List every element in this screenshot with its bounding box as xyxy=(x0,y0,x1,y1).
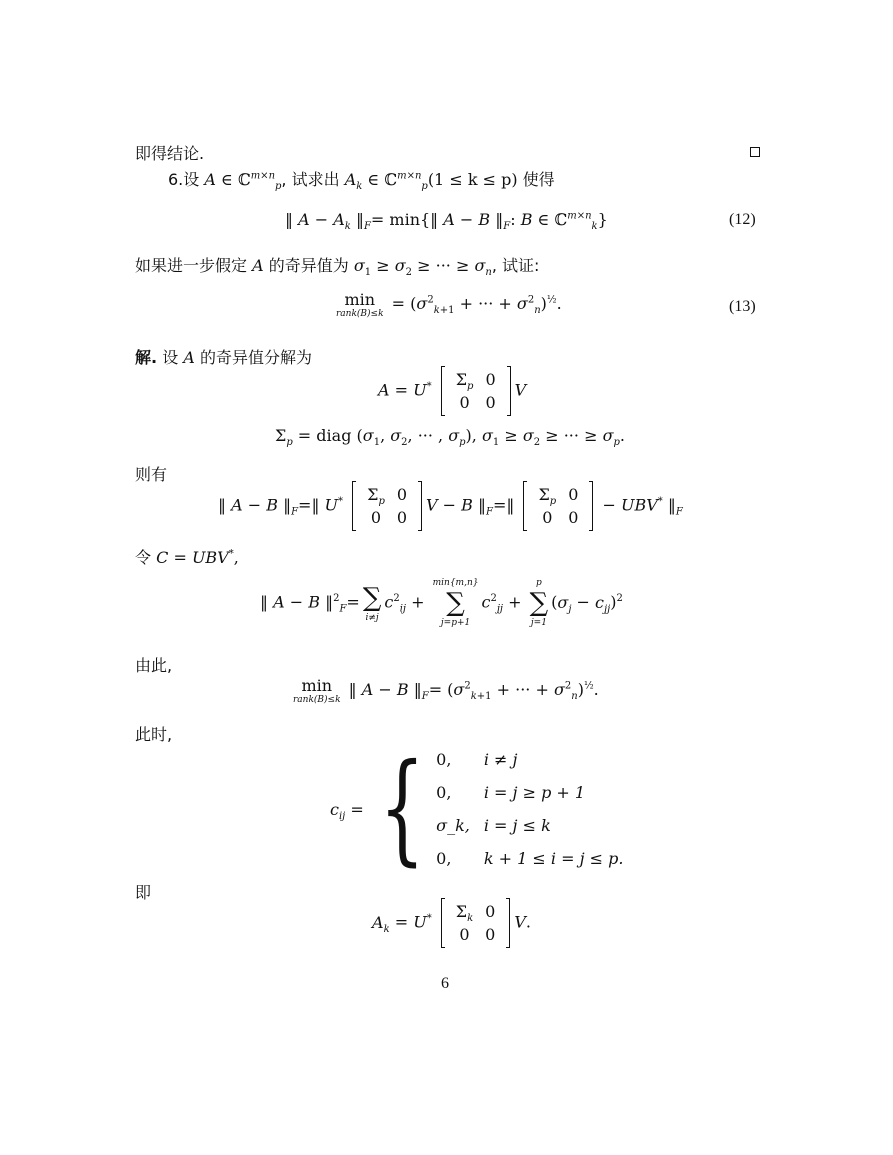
case-row: 0, k + 1 ≤ i = j ≤ p. xyxy=(436,849,624,868)
then-text: 则有 xyxy=(135,465,168,484)
left-brace: { xyxy=(379,739,425,878)
equation-13: min rank(B)≤k = ($\sigma^2_{k+1}$ + ··· + $\sigma^2_n)^{\frac{1}{2}}$. xyxy=(336,290,562,319)
equation-12: ‖ $A - A_k$ $‖_F=$ min{‖ A − B $‖_F$: B ∈ ℂ$^{m\times n}_k$} xyxy=(285,210,608,233)
page-number: 6 xyxy=(441,975,449,992)
sum-equation: ‖ A − B ‖$^2_F$= ∑ i≠j $c^2_{ij}$ + min{m,n} ∑ j=p+1 $c^2_{jj}$ + p ∑ j=1 $(\sigma_j - c_{jj})^2$ xyxy=(260,578,623,628)
let-c-text: 令 C = UBV*, xyxy=(135,548,239,567)
sigma-definition: $\Sigma_p$ = diag ($\sigma_1$, $\sigma_2$, ··· , $\sigma_p$), $\sigma_1 \ge \sigma_2$ ≥ ··· ≥ $\sigma_p$. xyxy=(275,426,625,449)
concluding-text: 即得结论. xyxy=(135,144,205,163)
equation-number-12: (12) xyxy=(729,211,756,228)
qed-square-icon xyxy=(750,147,760,157)
case-row: σ_k, i = j ≤ k xyxy=(436,816,551,835)
that-is-text: 即 xyxy=(135,883,152,902)
case-row: 0, i = j ≥ p + 1 xyxy=(436,783,586,802)
ak-equation: $A_k = U^*$ $\Sigma_k$ 0 0 0 V. xyxy=(372,898,531,948)
hence-text: 由此, xyxy=(135,656,173,675)
cases-equation: $c_{ij}$ = { 0, i ≠ j 0, i = j ≥ p + 1 σ_k, i = j ≤ k 0, k + 1 ≤ i = j ≤ p. xyxy=(330,742,637,876)
svd-equation: A = U* $\Sigma_p$ 0 0 0 V xyxy=(378,366,526,416)
equation-number-13: (13) xyxy=(729,298,756,315)
problem-statement: 6.设 A ∈ ℂ$^{m\times n}_p$, 试求出 $A_k$ ∈ ℂ$^{m\times n}_p$(1 ≤ k ≤ p) 使得 xyxy=(168,170,555,193)
min-equation: min rank(B)≤k ‖ A − B $‖_F= (\sigma^2_{k+1}$ + ··· + $\sigma^2_n)^{\frac{1}{2}}$. xyxy=(293,676,599,705)
assumption-text: 如果进一步假定 A 的奇异值为 $\sigma_1 \ge \sigma_2$ ≥ ··· ≥ $\sigma_n$, 试证: xyxy=(135,256,540,279)
case-row: 0, i ≠ j xyxy=(436,750,518,769)
solution-intro: 解. 设 A 的奇异值分解为 xyxy=(135,348,312,367)
now-text: 此时, xyxy=(135,725,173,744)
norm-equation: ‖ A − B $‖_F=‖$ U* $\Sigma_p$ 0 0 0 V − B $‖_F=‖$ $\Sigma_p$ 0 0 0 − UBV* $‖_F$ xyxy=(218,481,683,531)
